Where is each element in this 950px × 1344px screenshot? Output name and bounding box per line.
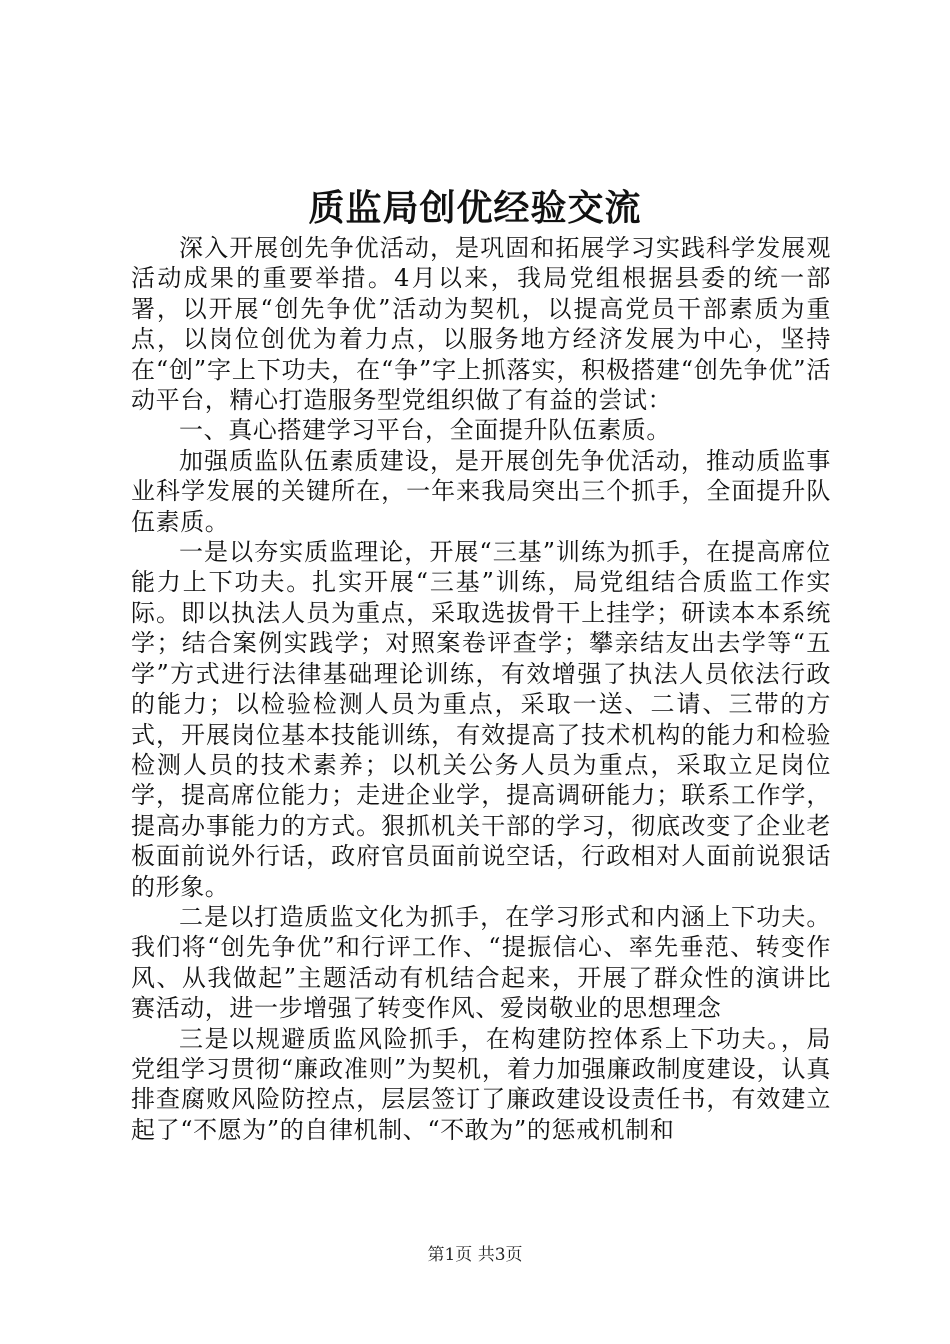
page-number: 第1页 共3页 (427, 1245, 523, 1265)
paragraph-overview: 加强质监队伍素质建设，是开展创先争优活动，推动质监事业科学发展的关键所在，一年来我局突出三个抓手，全面提升队伍素质。 (131, 446, 831, 536)
document-body (131, 233, 831, 1145)
document-title: 质监局创优经验交流 (308, 187, 642, 229)
section-heading-1: 一、真心搭建学习平台，全面提升队伍素质。 (179, 416, 671, 445)
paragraph-intro: 深入开展创先争优活动，是巩固和拓展学习实践科学发展观活动成果的重要举措。4月以来，我局党组根据县委的统一部署，以开展“创先争优”活动为契机，以提高党员干部素质为重点，以岗位创优为着力点，以服务地方经济发展为中心，坚持在“创”字上下功夫，在“争”字上抓落实，积极搭建“创先争优”活动平台，精心打造服务型党组织做了有益的尝试： (131, 234, 831, 415)
paragraph-point-3: 三是以规避质监风险抓手，在构建防控体系上下功夫。，局党组学习贯彻“廉政准则”为契机，着力加强廉政制度建设，认真排查腐败风险防控点，层层签订了廉政建设设责任书，有效建立起了“不愿为”的自律机制、“不敢为”的惩戒机制和 (131, 1024, 831, 1144)
paragraph-point-1: 一是以夯实质监理论，开展“三基”训练为抓手，在提高席位能力上下功夫。扎实开展“三基”训练，局党组结合质监工作实际。即以执法人员为重点，采取选拔骨干上挂学；研读本本系统学；结合案例实践学；对照案卷评查学；攀亲结友出去学等“五学”方式进行法律基础理论训练，有效增强了执法人员依法行政的能力；以检验检测人员为重点，采取一送、二请、三带的方式，开展岗位基本技能训练，有效提高了技术机构的能力和检验检测人员的技术素养；以机关公务人员为重点，采取立足岗位学，提高席位能力；走进企业学，提高调研能力；联系工作学，提高办事能力的方式。狠抓机关干部的学习，彻底改变了企业老板面前说外行话，政府官员面前说空话，行政相对人面前说狠话的形象。 (131, 538, 831, 901)
paragraph-point-2: 二是以打造质监文化为抓手，在学习形式和内涵上下功夫。我们将“创先争优”和行评工作、“提振信心、率先垂范、转变作风、从我做起”主题活动有机结合起来，开展了群众性的演讲比赛活动，进一步增强了转变作风、爱岗敬业的思想理念 (131, 902, 831, 1023)
